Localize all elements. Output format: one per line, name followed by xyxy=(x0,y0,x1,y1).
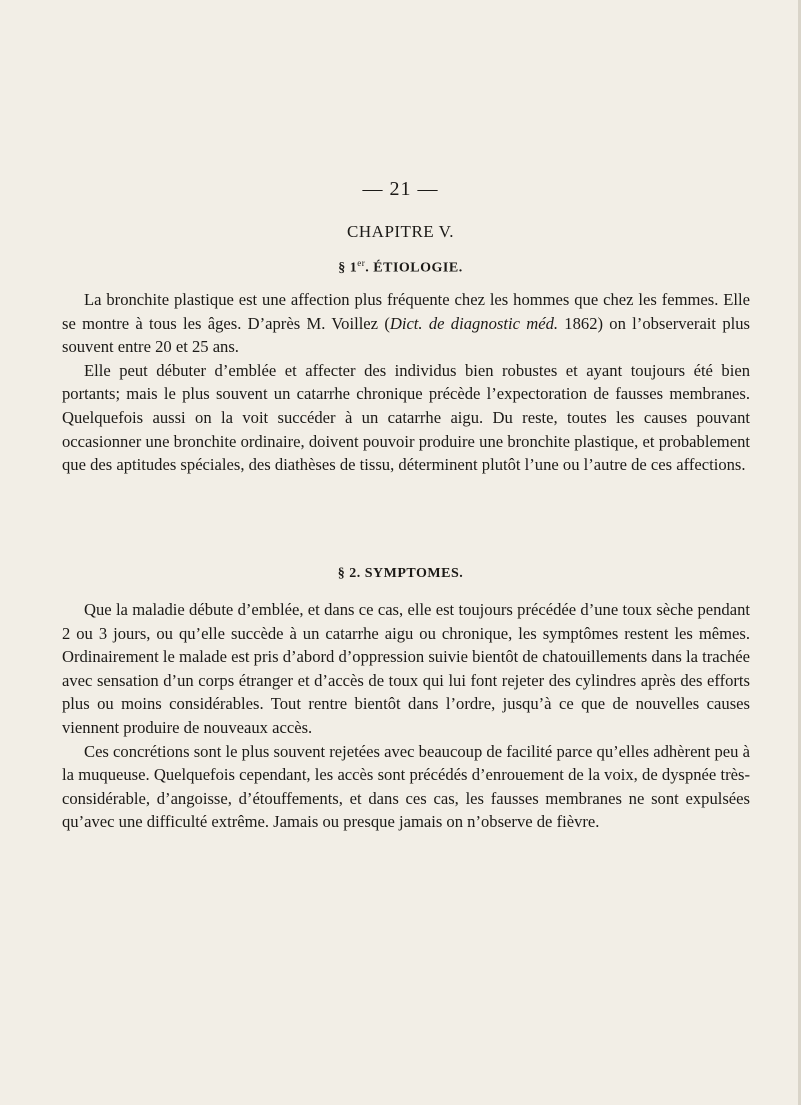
paragraph xyxy=(62,288,750,359)
paragraph: Ces concrétions sont le plus souvent rejetées avec beaucoup de facilité parce qu’elles adhèrent peu à la muqueuse. Quelquefois cependant, les accès sont précédés d’enrouement de la voix, de dyspnée très-considérable, d’angoisse, d’étouffements, et dans ces cas, les fausses membranes ne sont expulsées qu’avec une difficulté extrême. Jamais ou presque jamais on n’observe de fièvre. xyxy=(62,741,750,832)
section-body-symptomes xyxy=(62,598,750,834)
citation-italic: Dict. de diagnostic méd. xyxy=(389,313,559,333)
paragraph-text: 1862) on l’observerait plus souvent entre 20 et 25 ans. xyxy=(62,313,750,357)
section-heading-prefix: § 1 xyxy=(338,260,358,276)
section-heading-etiologie xyxy=(0,258,801,277)
section-heading-symptomes: § 2. SYMPTOMES. xyxy=(337,566,464,581)
section-heading-sup: er xyxy=(357,258,366,268)
paragraph-text: La bronchite plastique est une affection plus fréquente chez les hommes que chez les femmes. Elle se montre à tous les âges. D’après M. Voillez ( xyxy=(62,290,750,333)
section-body-etiologie xyxy=(62,288,750,477)
paragraph: Que la maladie débute d’emblée, et dans ce cas, elle est toujours précédée d’une toux sèche pendant 2 ou 3 jours, ou qu’elle succède à un catarrhe aigu ou chronique, les symptômes restent les mêmes. Ordinairement le malade est pris d’abord d’oppression suivie bientôt de chatouillements dans la trachée avec sensation d’un corps étranger et d’accès de toux qui lui font rejeter des cylindres après des efforts plus ou moins considérables. Tout rentre bientôt dans l’ordre, jusqu’à ce que de nouvelles causes viennent produire de nouveaux accès. xyxy=(62,600,750,737)
section-heading-rest: . ÉTIOLOGIE. xyxy=(365,260,463,276)
paragraph: Elle peut débuter d’emblée et affecter des individus bien robustes et ayant toujours été bien portants; mais le plus souvent un catarrhe chronique précède l’expectoration de fausses membranes. Quelquefois aussi on la voit succéder à un catarrhe aigu. Du reste, toutes les causes pouvant occasionner une bronchite ordinaire, doivent pouvoir produire une bronchite plastique, et probablement que des aptitudes spéciales, des diathèses de tissu, déterminent plutôt l’une ou l’autre de ces affections. xyxy=(62,360,750,475)
chapter-title: CHAPITRE V. xyxy=(347,222,454,241)
page-number: — 21 — xyxy=(362,178,439,200)
